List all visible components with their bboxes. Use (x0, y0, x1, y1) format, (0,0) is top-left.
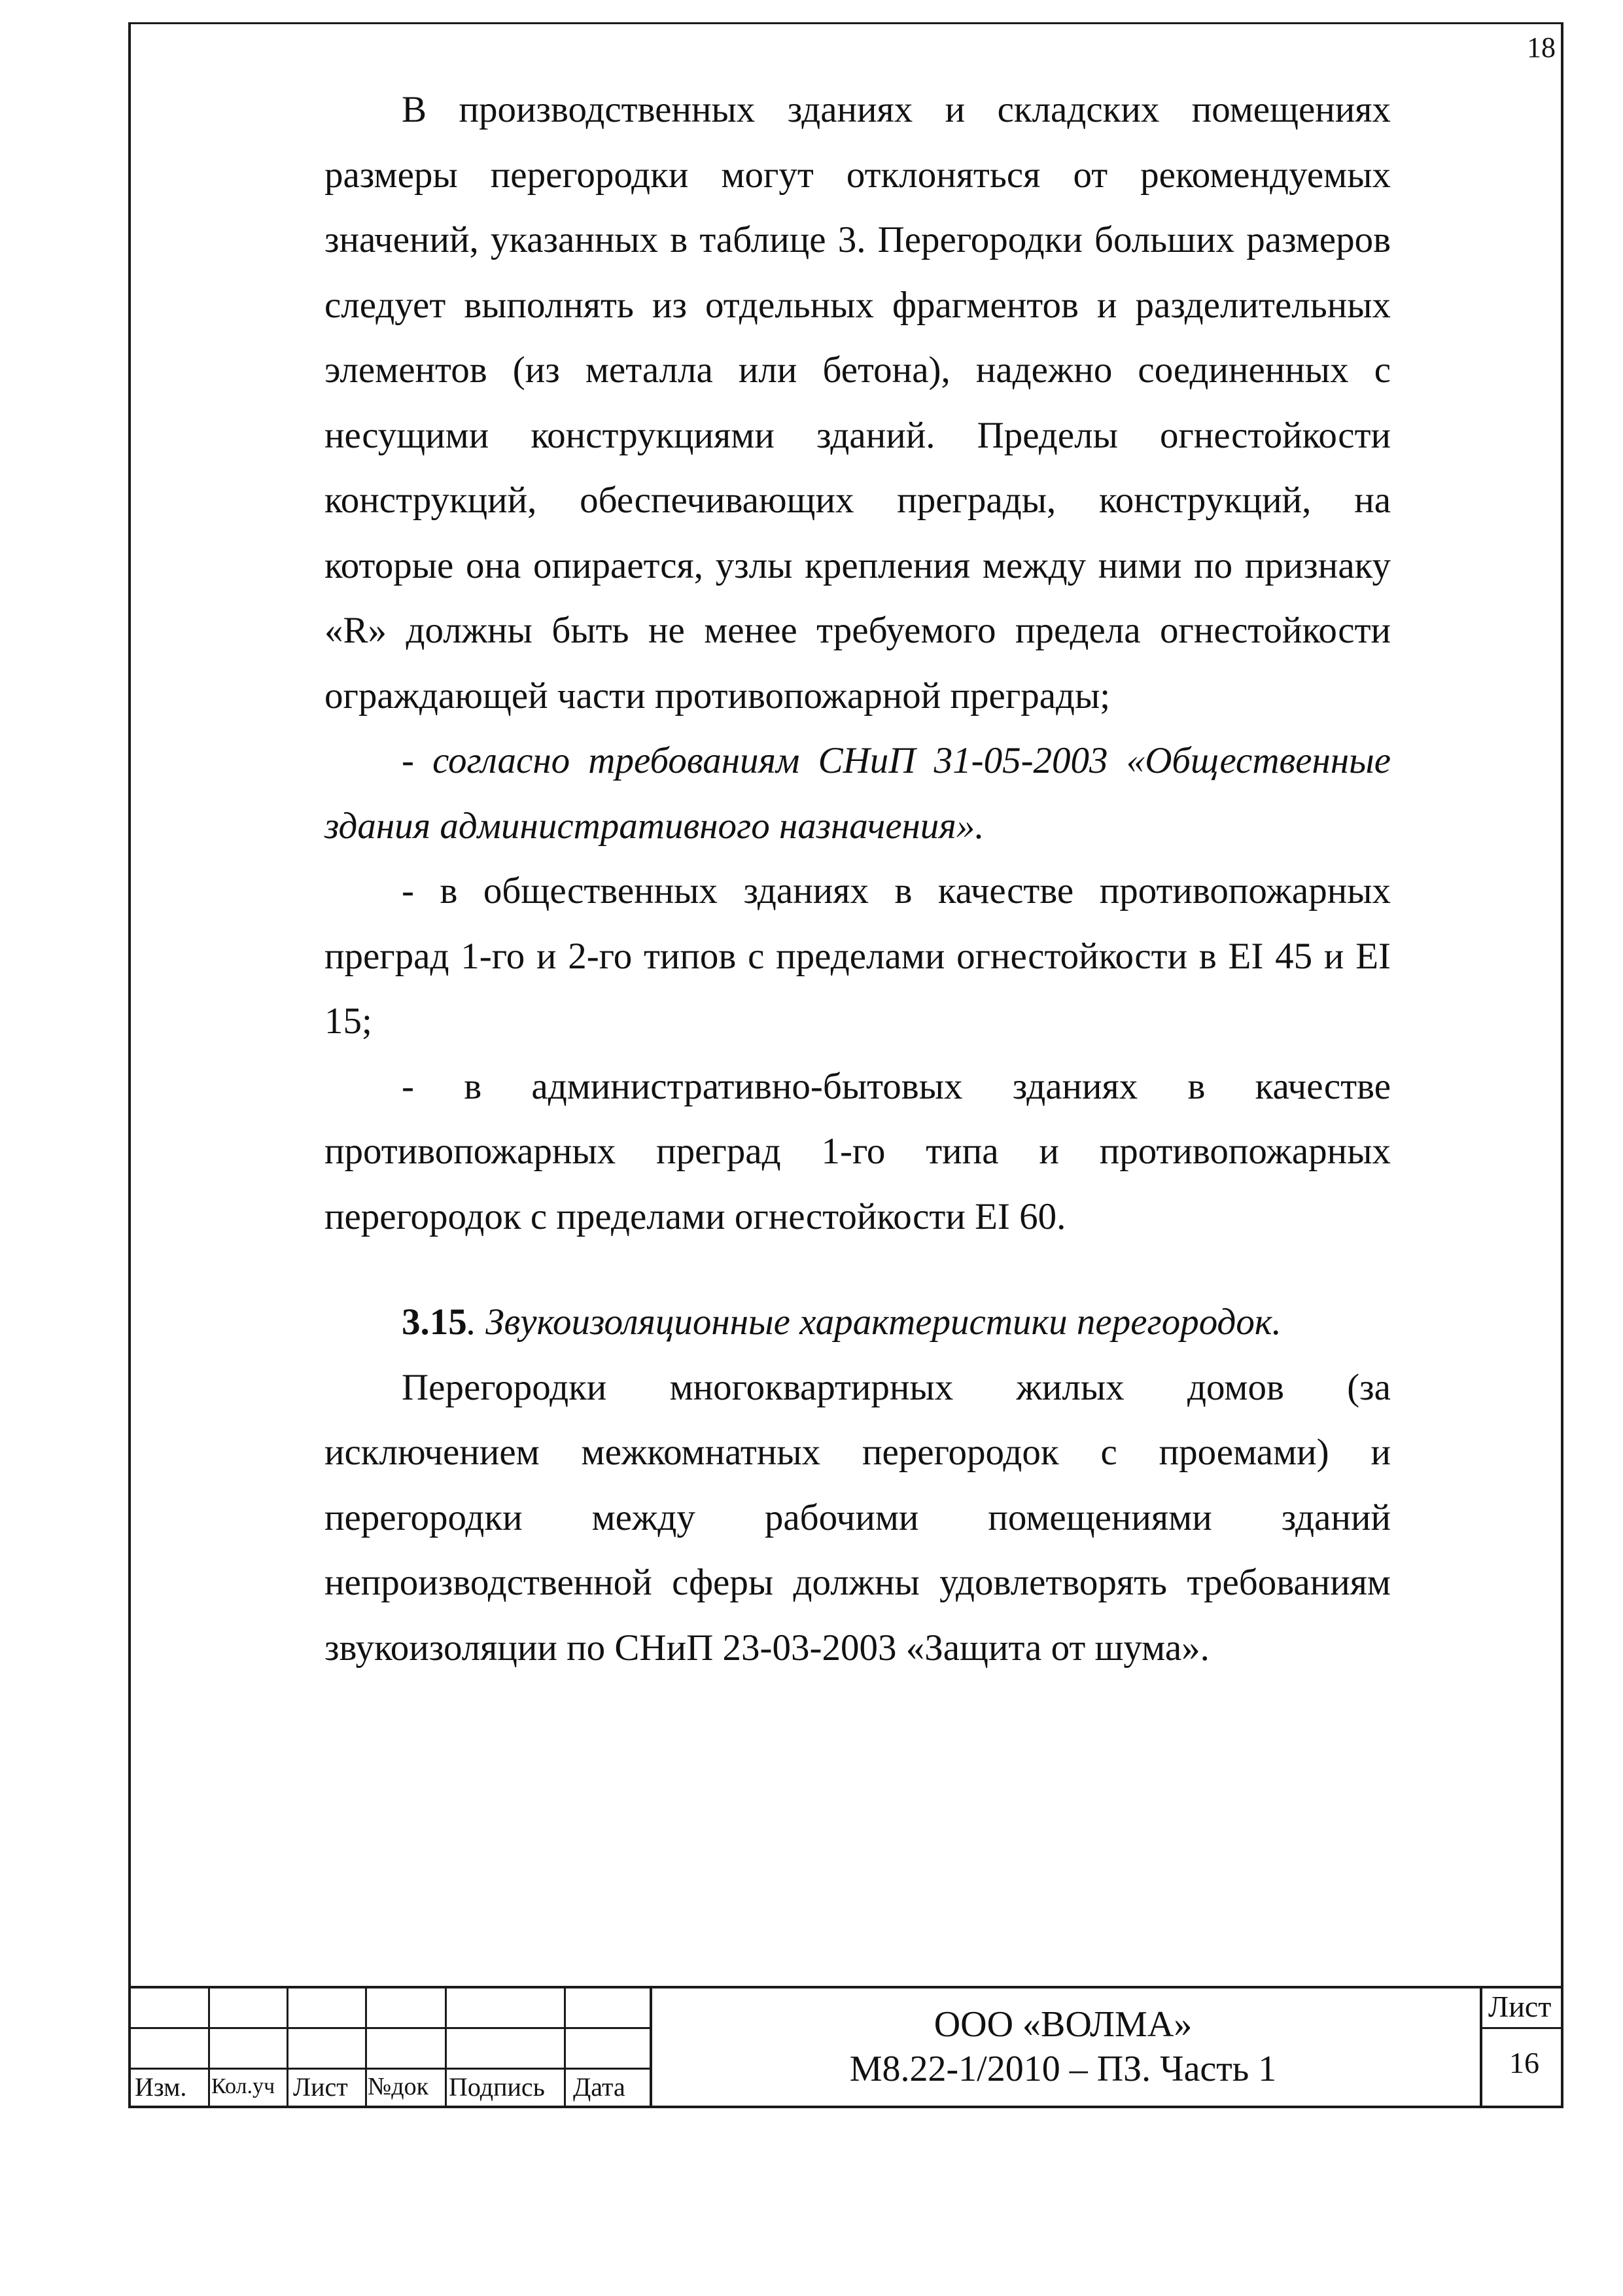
document-code: М8.22-1/2010 – ПЗ. Часть 1 (849, 2049, 1277, 2089)
organization-block (654, 2002, 1472, 2091)
document-body (324, 77, 1391, 1680)
column-list: Лист (293, 2072, 348, 2102)
column-ndok: №док (368, 2073, 429, 2100)
page-number: 18 (1527, 31, 1556, 63)
column-izm: Изм. (135, 2072, 187, 2102)
column-data: Дата (573, 2072, 625, 2102)
section-title: . Звукоизоляционные характеристики перегородок. (466, 1301, 1282, 1343)
column-kol-uch: Кол.уч (211, 2074, 275, 2098)
organization-name: ООО «ВОЛМА» (934, 2004, 1193, 2045)
paragraph-admin-buildings: - в административно-бытовых зданиях в качестве противопожарных преград 1-го типа и противопожарных перегородок с пределами огнестойкости EI 60. (324, 1065, 1391, 1237)
paragraph-partitions-industrial: В производственных зданиях и складских помещениях размеры перегородки могут отклоняться от рекомендуемых значений, указанных в таблице 3. Перегородки больших размеров следует выполнять из отдельных фрагментов и разделительных элементов (из металла или бетона), надежно соединенных с несущими конструкциями зданий. Пределы огнестойкости конструкций, обеспечивающих преграды, конструкций, на которые она опирается, узлы крепления между ними по признаку «R» должны быть не менее требуемого предела огнестойкости ограждающей части противопожарной преграды; (324, 89, 1391, 716)
paragraph-public-buildings: - в общественных зданиях в качестве противопожарных преград 1-го и 2-го типов с пределами огнестойкости в EI 45 и EI 15; (324, 870, 1391, 1042)
section-heading (324, 1290, 1391, 1355)
sheet-number: 16 (1509, 2046, 1539, 2079)
section-number: 3.15 (402, 1301, 467, 1343)
paragraph-sound-insulation: Перегородки многоквартирных жилых домов (за исключением межкомнатных перегородок с проемами) и перегородки между рабочими помещениями зданий непроизводственной сферы должны удовлетворять требованиям звукоизоляции по СНиП 23-03-2003 «Защита от шума». (324, 1366, 1391, 1669)
column-podpis: Подпись (449, 2072, 545, 2102)
sheet-label: Лист (1488, 1990, 1552, 2023)
paragraph-snip-reference: - согласно требованиям СНиП 31-05-2003 «Общественные здания административного назначения». (324, 740, 1391, 847)
